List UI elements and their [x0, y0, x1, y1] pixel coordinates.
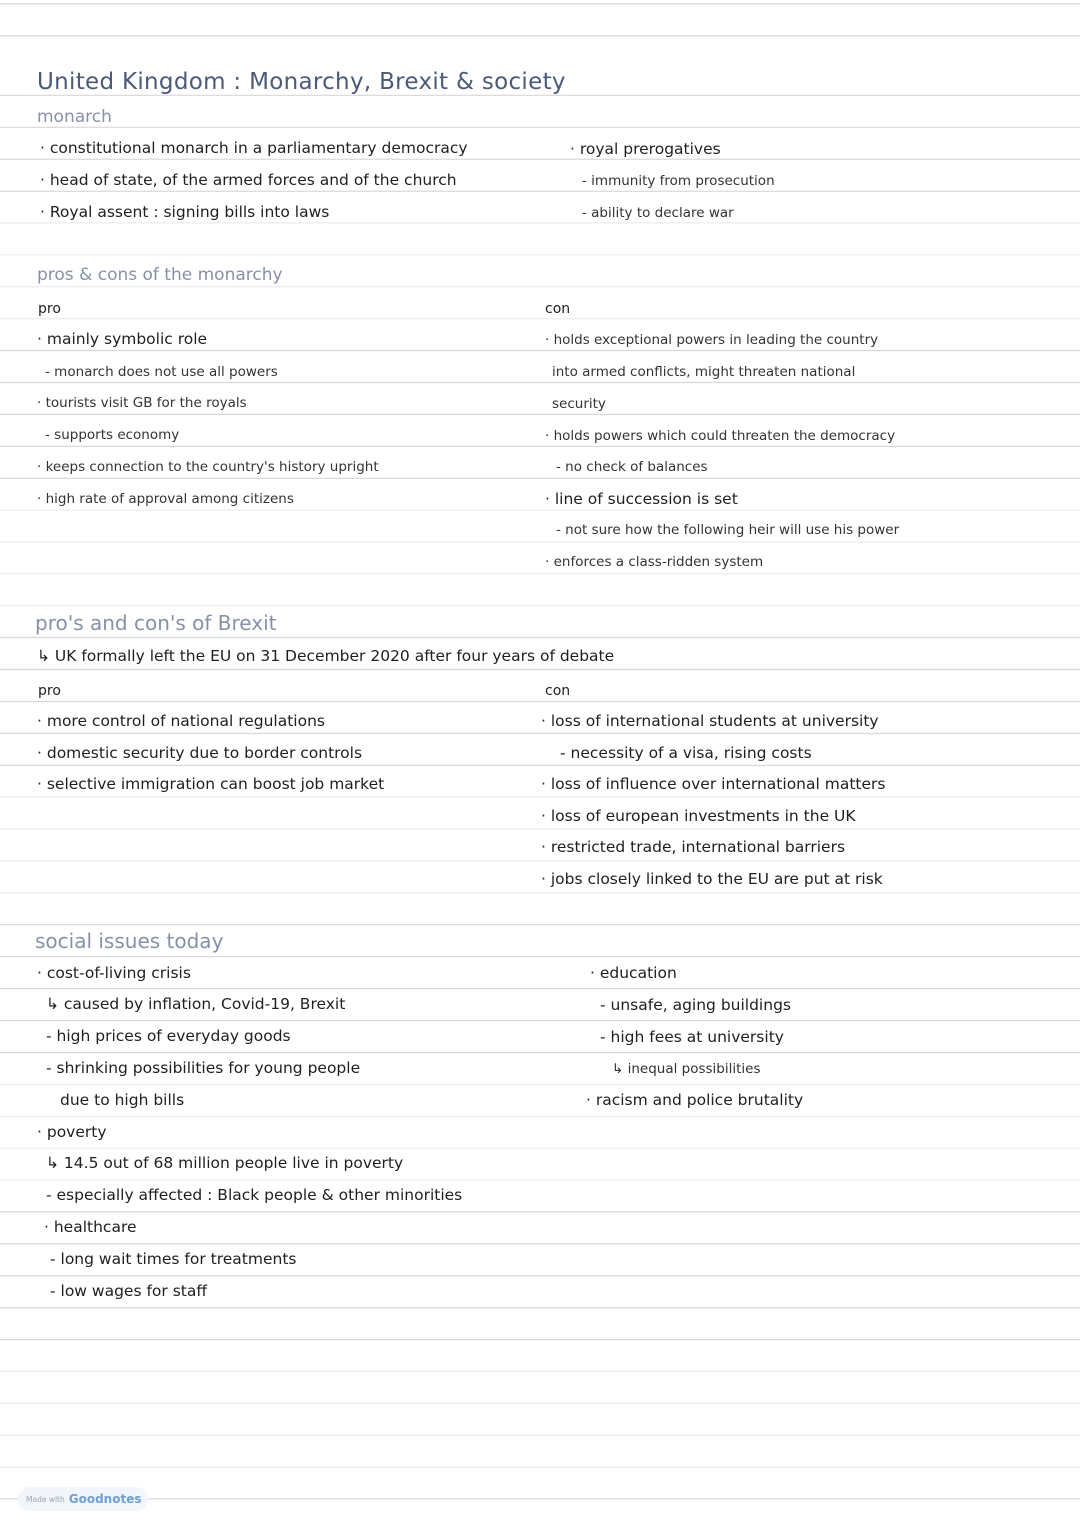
con-point: · holds exceptional powers in leading the country — [545, 332, 879, 348]
section-heading-monarchy-pros-cons: pros & cons of the monarchy — [37, 265, 283, 285]
con-label: con — [545, 683, 571, 699]
social-subpoint-continued: due to high bills — [60, 1091, 185, 1109]
pro-point: · selective immigration can boost job market — [37, 775, 385, 793]
pro-point: · tourists visit GB for the royals — [37, 395, 247, 411]
pro-point: · keeps connection to the country's history upright — [37, 459, 379, 475]
section-heading-brexit: pro's and con's of Brexit — [35, 611, 277, 635]
social-subpoint: - unsafe, aging buildings — [600, 996, 791, 1014]
social-subpoint: - long wait times for treatments — [50, 1250, 297, 1268]
con-point: · jobs closely linked to the EU are put at risk — [541, 870, 883, 888]
social-point: · poverty — [37, 1123, 107, 1141]
con-point: · loss of influence over international matters — [541, 775, 886, 793]
section-heading-social-issues: social issues today — [35, 929, 224, 953]
pro-label: pro — [38, 683, 61, 699]
goodnotes-badge — [18, 1487, 148, 1511]
pro-point: · domestic security due to border controls — [37, 744, 363, 762]
pro-label: pro — [38, 301, 61, 317]
made-with-label: Made with — [26, 1494, 65, 1504]
con-point-continued: security — [552, 396, 606, 412]
con-label: con — [545, 301, 571, 317]
social-subpoint: - especially affected : Black people & other minorities — [46, 1186, 463, 1204]
social-point: · racism and police brutality — [586, 1091, 804, 1109]
social-subpoint: ↳ inequal possibilities — [612, 1061, 761, 1077]
goodnotes-logo: Goodnotes — [68, 1492, 142, 1506]
monarch-point: · constitutional monarch in a parliamentary democracy — [40, 139, 468, 157]
social-subpoint: - shrinking possibilities for young people — [46, 1059, 361, 1077]
social-point: · cost-of-living crisis — [37, 964, 191, 982]
con-point: · enforces a class-ridden system — [545, 554, 764, 570]
brexit-note: ↳ UK formally left the EU on 31 December 2020 after four years of debate — [37, 647, 615, 665]
con-point-continued: into armed conflicts, might threaten national — [552, 364, 856, 380]
pro-point: · mainly symbolic role — [37, 330, 208, 348]
monarch-point: · Royal assent : signing bills into laws — [40, 203, 330, 221]
con-subpoint: - no check of balances — [556, 459, 708, 475]
con-subpoint: - not sure how the following heir will use his power — [556, 522, 900, 538]
pro-point: · high rate of approval among citizens — [37, 491, 294, 507]
social-subpoint: - high fees at university — [600, 1028, 784, 1046]
con-point: · restricted trade, international barriers — [541, 838, 846, 856]
con-point: · loss of european investments in the UK — [541, 807, 856, 825]
social-subpoint: - high prices of everyday goods — [46, 1027, 291, 1045]
con-point: · holds powers which could threaten the democracy — [545, 428, 896, 444]
social-point: · education — [590, 964, 677, 982]
con-point: · line of succession is set — [545, 490, 738, 508]
pro-point: · more control of national regulations — [37, 712, 325, 730]
monarch-subpoint: - immunity from prosecution — [582, 173, 775, 189]
monarch-point: · head of state, of the armed forces and of the church — [40, 171, 457, 189]
section-heading-monarch: monarch — [37, 107, 112, 127]
social-subpoint: ↳ caused by inflation, Covid-19, Brexit — [46, 995, 346, 1013]
pro-subpoint: - monarch does not use all powers — [45, 364, 278, 380]
social-subpoint: - low wages for staff — [50, 1282, 208, 1300]
monarch-point: · royal prerogatives — [570, 140, 721, 158]
con-subpoint: - necessity of a visa, rising costs — [560, 744, 812, 762]
page-title: United Kingdom : Monarchy, Brexit & society — [37, 69, 566, 95]
social-point: · healthcare — [44, 1218, 137, 1236]
monarch-subpoint: - ability to declare war — [582, 205, 734, 221]
social-subpoint: ↳ 14.5 out of 68 million people live in poverty — [46, 1154, 404, 1172]
con-point: · loss of international students at university — [541, 712, 879, 730]
pro-subpoint: - supports economy — [45, 427, 180, 443]
